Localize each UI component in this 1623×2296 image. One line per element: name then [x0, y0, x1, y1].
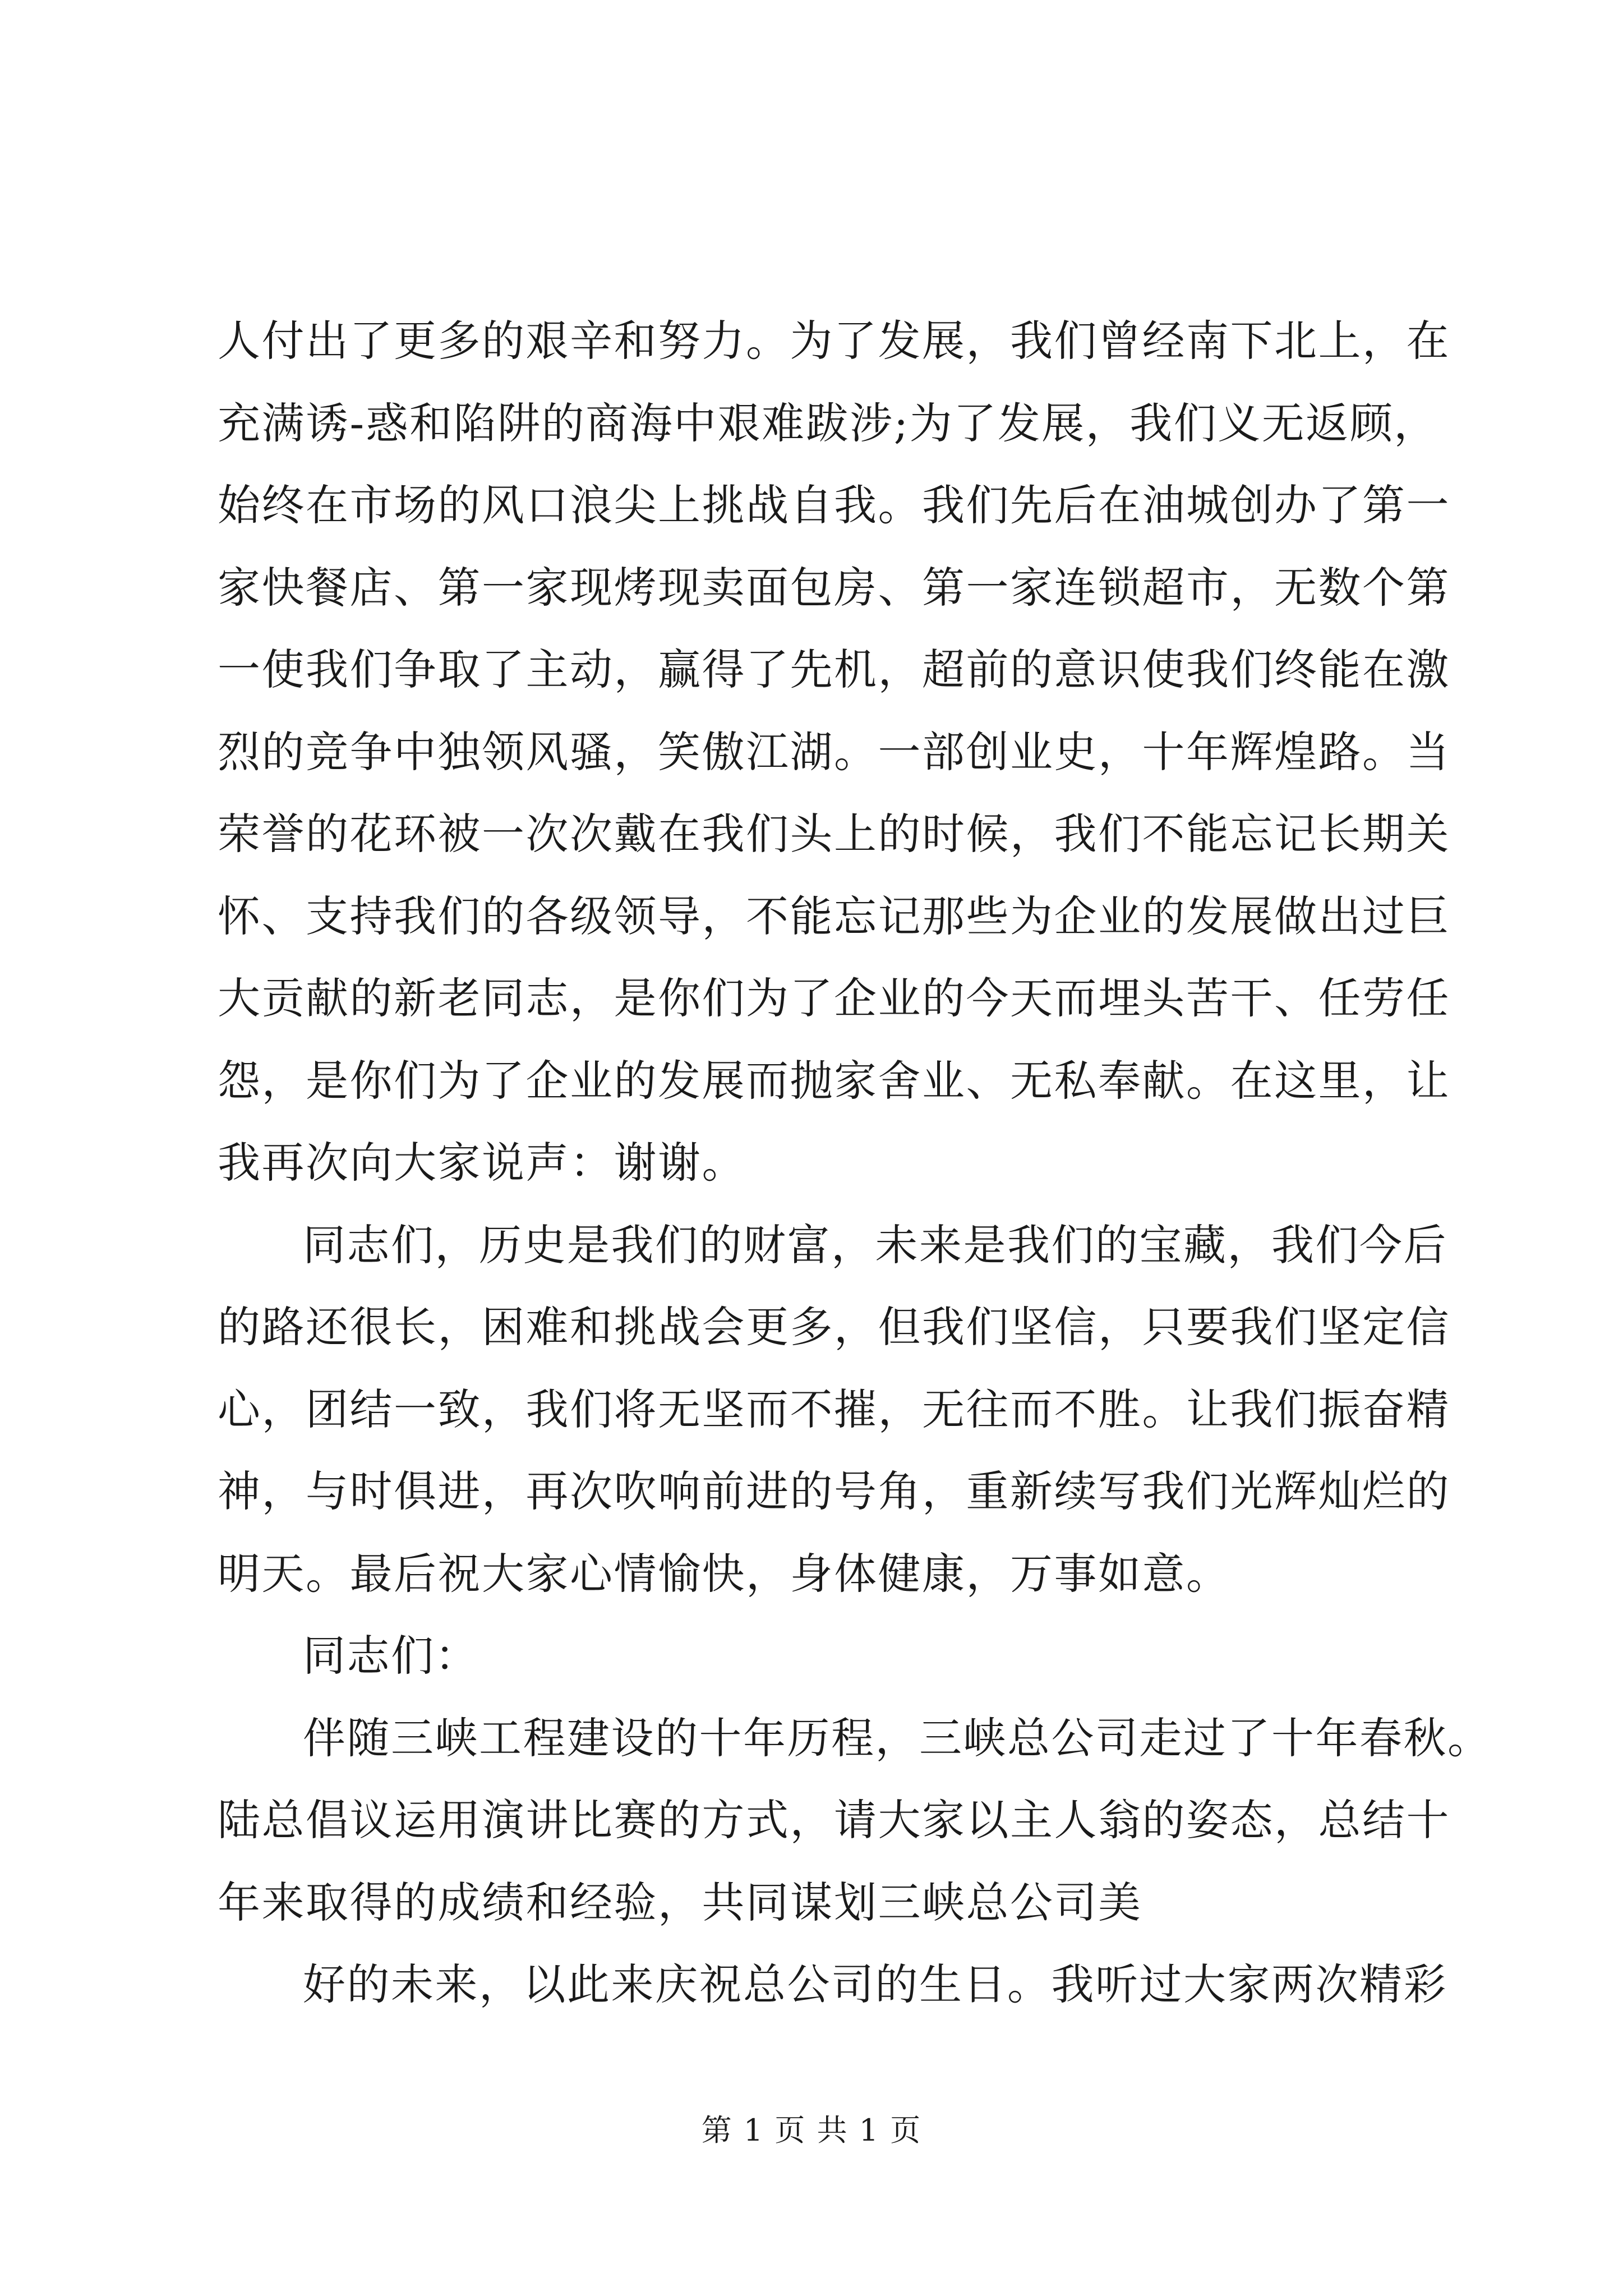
text-line: 心，团结一致，我们将无坚而不摧，无往而不胜。让我们振奋精 — [218, 1384, 1450, 1434]
text-line: 的路还很长，困难和挑战会更多，但我们坚信，只要我们坚定信 — [218, 1302, 1450, 1352]
text-line: 荣誉的花环被一次次戴在我们头上的时候，我们不能忘记长期关 — [218, 809, 1450, 859]
text-line: 始终在市场的风口浪尖上挑战自我。我们先后在油城创办了第一 — [218, 480, 1450, 530]
text-line: 明天。最后祝大家心情愉快，身体健康，万事如意。 — [218, 1548, 1230, 1599]
text-line: 神，与时俱进，再次吹响前进的号角，重新续写我们光辉灿烂的 — [218, 1466, 1450, 1516]
text-line: 一使我们争取了主动，赢得了先机，超前的意识使我们终能在激 — [218, 645, 1450, 694]
text-line: 陆总倡议运用演讲比赛的方式，请大家以主人翁的姿态，总结十 — [218, 1795, 1450, 1845]
page-number-footer: 第 1 页 共 1 页 — [701, 2113, 922, 2148]
text-line: 怨，是你们为了企业的发展而抛家舍业、无私奉献。在这里，让 — [218, 1055, 1450, 1106]
text-line: 充满诱-惑和陷阱的商海中艰难跋涉;为了发展，我们义无返顾， — [218, 398, 1438, 448]
text-line: 家快餐店、第一家现烤现卖面包房、第一家连锁超市，无数个第 — [218, 562, 1450, 613]
text-line: 大贡献的新老同志，是你们为了企业的今天而埋头苦干、任劳任 — [218, 973, 1450, 1023]
text-line: 烈的竞争中独领风骚，笑傲江湖。一部创业史，十年辉煌路。当 — [218, 726, 1450, 777]
document-body — [218, 300, 1492, 2026]
paragraph-start-line: 好的未来，以此来庆祝总公司的生日。我听过大家两次精彩 — [303, 1959, 1447, 2009]
paragraph-start-line: 伴随三峡工程建设的十年历程，三峡总公司走过了十年春秋。 — [303, 1713, 1492, 1763]
paragraph-start-line: 同志们，历史是我们的财富，未来是我们的宝藏，我们今后 — [303, 1220, 1447, 1270]
text-line: 我再次向大家说声：谢谢。 — [218, 1138, 746, 1188]
text-line: 人付出了更多的艰辛和努力。为了发展，我们曾经南下北上，在 — [218, 316, 1450, 366]
text-line: 年来取得的成绩和经验，共同谋划三峡总公司美 — [218, 1877, 1142, 1927]
salutation-line: 同志们： — [303, 1631, 479, 1681]
text-line: 怀、支持我们的各级领导，不能忘记那些为企业的发展做出过巨 — [218, 891, 1450, 941]
